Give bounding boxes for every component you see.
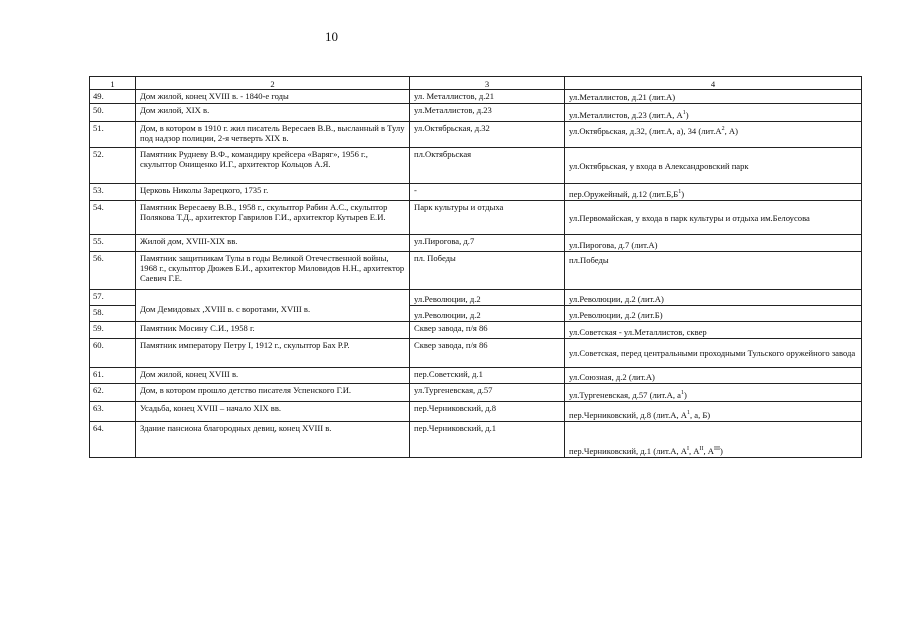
row-number: 56.	[90, 252, 136, 290]
address-text: ул.Металлистов, д.21 (лит.А)	[569, 92, 676, 102]
address-cell	[565, 306, 862, 322]
address-text: )	[681, 189, 685, 199]
address-cell	[565, 184, 862, 201]
street-location: Сквер завода, п/я 86	[410, 339, 565, 368]
monument-name: Дом жилой, конец XVIII в.	[136, 368, 410, 384]
address-cell	[565, 290, 862, 306]
address-cell	[565, 235, 862, 252]
address-text: ул.Революции, д.2 (лит.А)	[569, 294, 664, 304]
address-text: ул.Советская, перед центральными проходными Тульского оружейного завода	[569, 348, 856, 358]
street-location: пл.Октябрьская	[410, 148, 565, 184]
row-number: 54.	[90, 201, 136, 235]
address-cell	[565, 339, 862, 368]
address-superscript: 1	[678, 189, 682, 196]
table-row	[90, 104, 862, 122]
address-text: пер.Оружейный, д.12 (лит.Б,Б	[569, 189, 679, 199]
table-row	[90, 90, 862, 104]
monument-name: Жилой дом, XVIII-XIX вв.	[136, 235, 410, 252]
address-cell	[565, 422, 862, 458]
table-row	[90, 339, 862, 368]
table-row	[90, 122, 862, 148]
monument-name: Памятник Рудневу В.Ф., командиру крейсера «Варяг», 1956 г., скульптор Онищенко И.Г., архитектор Кольцов А.Я.	[136, 148, 410, 184]
table-row	[90, 252, 862, 290]
address-superscript: II	[699, 446, 704, 453]
monument-name: Дом жилой, конец XVIII в. - 1840-е годы	[136, 90, 410, 104]
address-cell	[565, 402, 862, 422]
address-text: , А)	[724, 126, 738, 136]
table-row	[90, 201, 862, 235]
address-cell	[565, 322, 862, 339]
row-number: 59.	[90, 322, 136, 339]
monument-name: Усадьба, конец XVIII – начало XIX вв.	[136, 402, 410, 422]
table-row	[90, 322, 862, 339]
row-number: 61.	[90, 368, 136, 384]
table-row	[90, 368, 862, 384]
table-row	[90, 148, 862, 184]
address-superscript: 1	[686, 410, 690, 417]
monument-name: Дом, в котором в 1910 г. жил писатель Вересаев В.В., высланный в Тулу под надзор полиции, 2-я четверть XIX в.	[136, 122, 410, 148]
address-text: ул.Революции, д.2 (лит.Б)	[569, 310, 663, 320]
address-text: ул.Первомайская, у входа в парк культуры и отдыха им.Белоусова	[569, 212, 810, 223]
row-number: 64.	[90, 422, 136, 458]
street-location: ул.Октябрьская, д.32	[410, 122, 565, 148]
header-cell: 4	[565, 77, 862, 90]
address-text: ул.Октябрьская, у входа в Александровский парк	[569, 160, 749, 171]
row-number: 53.	[90, 184, 136, 201]
street-location: ул.Революции, д.2	[410, 306, 565, 322]
row-number: 63.	[90, 402, 136, 422]
table-row	[90, 184, 862, 201]
page-number: 10	[325, 29, 338, 44]
row-number: 62.	[90, 384, 136, 402]
table-row	[90, 290, 862, 306]
row-number: 58.	[90, 306, 136, 322]
header-cell: 2	[136, 77, 410, 90]
row-number: 60.	[90, 339, 136, 368]
table-row	[90, 422, 862, 458]
table-header-row	[90, 77, 862, 90]
monument-name: Памятник защитникам Тулы в годы Великой Отечественной войны, 1968 г., скульптор Дюжев Б.И., архитектор Миловидов Н.Н., архитектор Саевич Г.Е.	[136, 252, 410, 290]
street-location: пер.Черниковский, д.1	[410, 422, 565, 458]
address-text: ул.Пирогова, д.7 (лит.А)	[569, 240, 658, 250]
address-text: ул.Тургеневская, д.57 (лит.А, а	[569, 390, 681, 400]
street-location: Сквер завода, п/я 86	[410, 322, 565, 339]
address-superscript: 1	[680, 390, 684, 397]
street-location: ул. Металлистов, д.21	[410, 90, 565, 104]
street-location: пер.Советский, д.1	[410, 368, 565, 384]
address-cell	[565, 122, 862, 148]
monument-name: Памятник Вересаеву В.В., 1958 г., скульптор Рабин А.С., скульптор Полякова Т.Д., архитектор Гаврилов Г.И., архитектор Кутырев Е.И.	[136, 201, 410, 235]
monument-name: Дом, в котором прошло детство писателя Успенского Г.И.	[136, 384, 410, 402]
monuments-table	[89, 76, 862, 458]
monument-name: Дом Демидовых ,XVIII в. с воротами, XVIII в.	[136, 290, 410, 322]
monument-name: Здание пансиона благородных девиц, конец XVIII в.	[136, 422, 410, 458]
row-number: 57.	[90, 290, 136, 306]
street-location: ул.Революции, д.2	[410, 290, 565, 306]
address-text: , а, Б)	[689, 410, 711, 420]
table-row	[90, 402, 862, 422]
street-location: пер.Черниковский, д.8	[410, 402, 565, 422]
address-text: пер.Черниковский, д.1 (лит.А, А	[569, 446, 687, 456]
address-cell	[565, 201, 862, 235]
row-number: 51.	[90, 122, 136, 148]
address-text: ул.Союзная, д.2 (лит.А)	[569, 372, 655, 382]
header-cell: 1	[90, 77, 136, 90]
table-row	[90, 384, 862, 402]
street-location: ул.Тургеневская, д.57	[410, 384, 565, 402]
address-text: )	[683, 390, 687, 400]
table-row	[90, 235, 862, 252]
address-text: пл.Победы	[569, 255, 609, 265]
address-superscript: 2	[721, 126, 725, 133]
street-location: пл. Победы	[410, 252, 565, 290]
row-number: 49.	[90, 90, 136, 104]
address-cell	[565, 104, 862, 122]
monument-name: Памятник Мосину С.И., 1958 г.	[136, 322, 410, 339]
street-location: Парк культуры и отдыха	[410, 201, 565, 235]
address-superscript: I	[686, 446, 689, 453]
address-superscript: III	[714, 446, 720, 453]
street-location: ул.Металлистов, д.23	[410, 104, 565, 122]
street-location: ул.Пирогова, д.7	[410, 235, 565, 252]
address-text: пер.Черниковский, д.8 (лит.А, А	[569, 410, 687, 420]
address-text: )	[720, 446, 723, 456]
address-text: )	[685, 110, 689, 120]
address-cell	[565, 148, 862, 184]
address-cell	[565, 384, 862, 402]
address-text: ул.Советская - ул.Металлистов, сквер	[569, 327, 707, 337]
row-number: 50.	[90, 104, 136, 122]
address-cell	[565, 90, 862, 104]
row-number: 55.	[90, 235, 136, 252]
address-text: , А	[703, 446, 714, 456]
street-location: -	[410, 184, 565, 201]
address-text: ул.Октябрьская, д.32, (лит.А, а), 34 (лит.А	[569, 126, 722, 136]
address-cell	[565, 252, 862, 290]
address-text: ул.Металлистов, д.23 (лит.А, А	[569, 110, 683, 120]
address-cell	[565, 368, 862, 384]
row-number: 52.	[90, 148, 136, 184]
address-text: , А	[688, 446, 700, 456]
monument-name: Дом жилой, XIX в.	[136, 104, 410, 122]
header-cell: 3	[410, 77, 565, 90]
address-superscript: 1	[682, 110, 686, 117]
monument-name: Памятник императору Петру I, 1912 г., скульптор Бах Р.Р.	[136, 339, 410, 368]
monument-name: Церковь Николы Зарецкого, 1735 г.	[136, 184, 410, 201]
